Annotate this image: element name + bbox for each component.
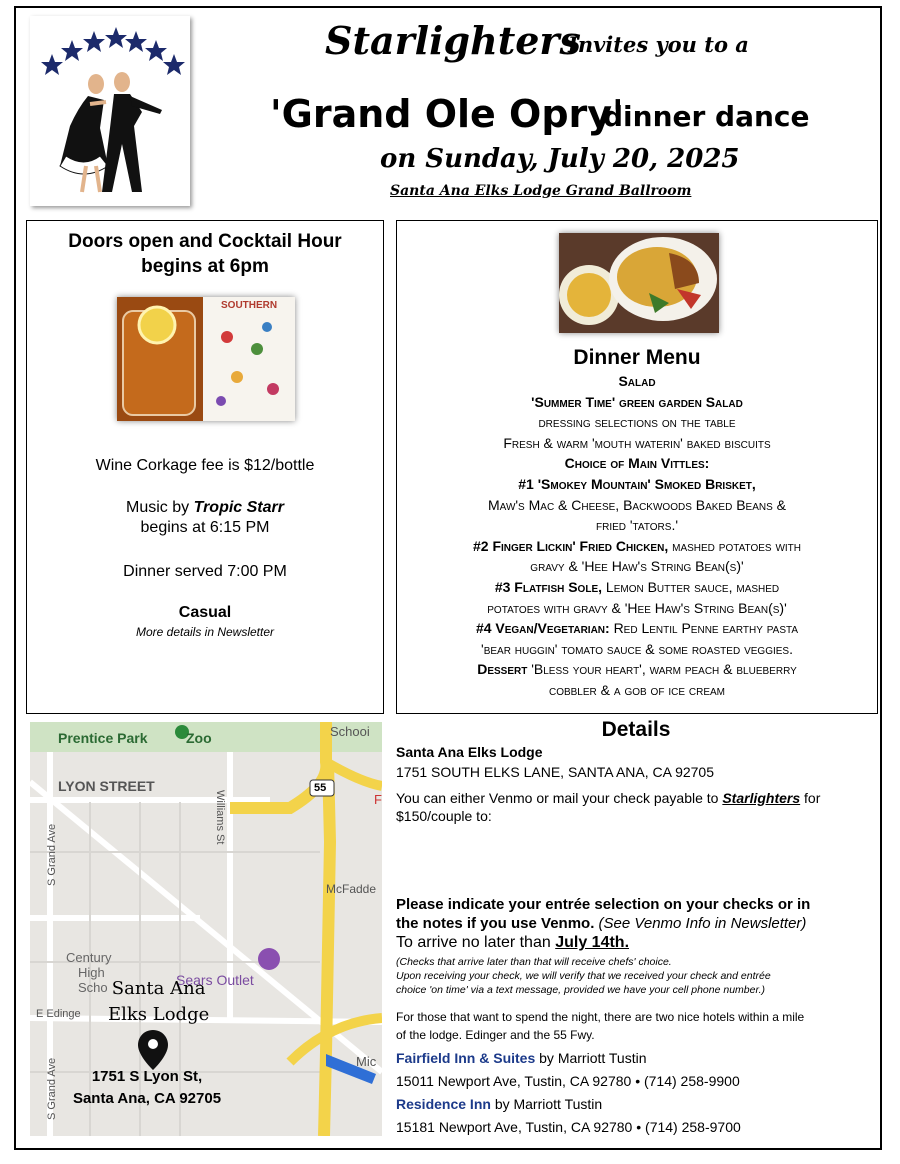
hotel-2 [396, 1096, 602, 1112]
map-label-lyon: LYON STREET [58, 778, 155, 794]
menu-biscuits: Fresh & warm 'mouth waterin' baked biscuits [503, 434, 771, 451]
map-label-century-2: High [78, 965, 105, 980]
event-name: 'Grand Ole Opry' [270, 92, 624, 136]
menu-salad-heading: Salad [618, 373, 656, 389]
menu-item-2-sides: mashed potatoes with [672, 537, 802, 554]
hotel-1-by: by Marriott Tustin [539, 1050, 647, 1066]
location-map [30, 722, 382, 1136]
details-arrive [396, 934, 629, 952]
menu-item-1: #1 'Smokey Mountain' Smoked Brisket, [518, 475, 756, 492]
menu-dessert-desc2: cobbler & a gob of ice cream [548, 681, 726, 698]
dinner-menu-box [396, 220, 878, 714]
map-label-grand-2: S Grand Ave [46, 1057, 58, 1120]
details-hotels-2: of the lodge. Edinger and the 55 Fwy. [396, 1028, 595, 1042]
event-venue: Santa Ana Elks Lodge Grand Ballroom [390, 183, 692, 199]
band-name: Tropic Starr [193, 499, 284, 516]
menu-item-3-sides: Lemon Butter sauce, mashed [605, 578, 780, 595]
arrive-date: July 14th. [555, 934, 630, 951]
food-plate-icon [559, 233, 719, 333]
menu-item-3 [397, 577, 877, 598]
dinner-plate-photo [559, 233, 719, 333]
menu-dessert-desc: 'Bless your heart', warm peach & blueberry [531, 661, 797, 678]
map-label-williams: Williams St [214, 790, 226, 845]
payment-for: for [804, 790, 821, 806]
details-note-2: Upon receiving your check, we will verify that we received your check and entrée [396, 970, 771, 982]
hotel-2-by: by Marriott Tustin [494, 1096, 603, 1112]
details-note-1: (Checks that arrive later than that will receive chefs' choice. [396, 956, 672, 968]
attire: Casual [178, 604, 232, 621]
menu-item-1-sides: Maw's Mac & Cheese, Backwoods Baked Beans & [487, 496, 787, 513]
map-label-century-3: Scho [78, 980, 108, 995]
dinner-time: Dinner served 7:00 PM [123, 563, 287, 580]
music-prefix: Music by [126, 499, 190, 516]
map-label-century [66, 950, 112, 995]
details-payment-line2: $150/couple to: [396, 808, 492, 824]
menu-item-1-sides2: fried 'tators.' [595, 517, 679, 534]
indicate-venmo: the notes if you use Venmo. [396, 915, 595, 932]
menu-item-4-name: #4 Vegan/Vegetarian: [475, 620, 610, 637]
menu-item-3-sides2: potatoes with gravy & 'Hee Haw's String Bean(s)' [487, 599, 787, 616]
map-label-school: Schooi [330, 724, 370, 739]
map-label-address-2: Santa Ana, CA 92705 [72, 1090, 222, 1107]
music-time: begins at 6:15 PM [140, 519, 270, 536]
attire-note: More details in Newsletter [135, 625, 275, 639]
event-date: on Sunday, July 20, 2025 [380, 144, 740, 174]
menu-item-3-name: #3 Flatfish Sole, [494, 578, 603, 595]
map-label-sears: Sears Outlet [176, 972, 254, 988]
hotel-2-address: 15181 Newport Ave, Tustin, CA 92780 • (714) 258-9700 [396, 1119, 741, 1135]
menu-dessert-label: Dessert [477, 661, 528, 678]
map-label-zoo: Zoo [186, 730, 212, 746]
map-label-century-1: Century [66, 950, 112, 965]
menu-salad: 'Summer Time' green garden Salad [531, 393, 743, 410]
menu-text [397, 345, 877, 701]
map-pin-icon [138, 1030, 168, 1070]
map-label-address-1: 1751 S Lyon St, [91, 1068, 203, 1085]
indicate-newsletter: (See Venmo Info in Newsletter) [598, 915, 807, 932]
details-title: Details [601, 718, 671, 741]
hotel-1 [396, 1050, 647, 1066]
details-payment-line1 [396, 790, 820, 806]
menu-item-4-sides2: 'bear huggin' tomato sauce & some roasted veggies. [481, 640, 793, 657]
map-label-address [62, 1066, 232, 1110]
menu-dessert [397, 659, 877, 680]
details-note-3: choice 'on time' via a text message, provided we have your cell phone number.) [396, 984, 765, 996]
map-label-f: F [374, 792, 382, 807]
music-line [27, 499, 383, 517]
arrive-text: To arrive no later than [396, 934, 551, 951]
invites-text: Invites you to a [568, 32, 749, 57]
details-indicate-line1: Please indicate your entrée selection on your checks or in [396, 896, 811, 913]
payment-text: You can either Venmo or mail your check payable to [396, 790, 719, 806]
details-indicate-line2 [396, 915, 806, 932]
menu-item-4 [397, 618, 877, 639]
cocktail-heading [27, 229, 383, 279]
cocktail-photo [117, 297, 295, 421]
details-hotels-1: For those that want to spend the night, there are two nice hotels within a mile [396, 1010, 805, 1024]
map-label-edinger: E Edinge [36, 1008, 81, 1020]
dancers-logo-icon [30, 16, 190, 206]
cocktail-heading-line1: Doors open and Cocktail Hour [68, 231, 342, 252]
map-label-lodge [108, 976, 209, 1028]
map-label-mic: Mic [356, 1054, 377, 1069]
menu-item-2-name: #2 Finger Lickin' Fried Chicken, [472, 537, 669, 554]
details-lodge: Santa Ana Elks Lodge [396, 744, 543, 760]
menu-item-4-sides: Red Lentil Penne earthy pasta [613, 620, 799, 637]
cocktail-heading-line2: begins at 6pm [141, 256, 269, 277]
map-label-hwy: 55 [314, 782, 327, 794]
drink-card-title: SOUTHERN [221, 300, 278, 311]
hotel-2-name: Residence Inn [396, 1096, 491, 1112]
menu-item-2 [397, 536, 877, 557]
hotel-1-address: 15011 Newport Ave, Tustin, CA 92780 • (714) 258-9900 [396, 1073, 740, 1089]
map-label-park: Prentice Park [58, 730, 148, 746]
org-name: Starlighters [325, 18, 581, 63]
cocktail-info-box [26, 220, 384, 714]
menu-dressing: dressing selections on the table [538, 414, 736, 431]
iced-tea-icon [117, 297, 295, 421]
map-label-lodge-1: Santa Ana [111, 978, 206, 999]
hotel-1-name: Fairfield Inn & Suites [396, 1050, 536, 1066]
event-suffix: dinner dance [603, 100, 810, 133]
map-label-mcfadden: McFadde [326, 882, 377, 896]
map-label-grand-1: S Grand Ave [46, 823, 58, 886]
details-address: 1751 SOUTH ELKS LANE, SANTA ANA, CA 92705 [396, 764, 715, 780]
menu-title: Dinner Menu [573, 346, 701, 369]
map-label-lodge-2: Elks Lodge [108, 1004, 210, 1025]
starlighters-logo [30, 16, 190, 206]
payment-name: Starlighters [722, 790, 801, 806]
menu-choice: Choice of Main Vittles: [564, 455, 710, 472]
menu-item-2-sides2: gravy & 'Hee Haw's String Bean(s)' [530, 558, 744, 575]
corkage-fee: Wine Corkage fee is $12/bottle [95, 457, 315, 474]
